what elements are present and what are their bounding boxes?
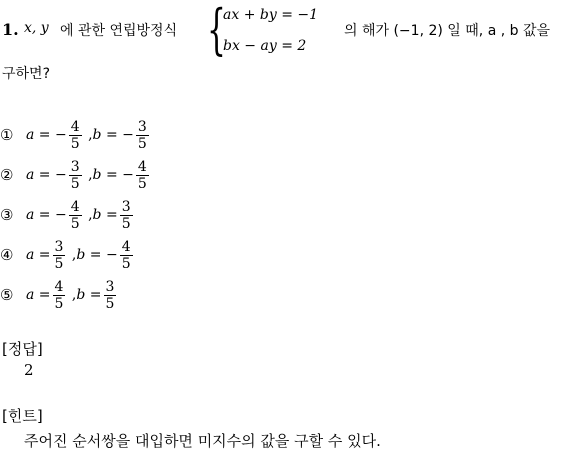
variable-b: b = − <box>92 127 134 143</box>
option-marker: ⑤ <box>0 286 14 304</box>
fraction <box>120 199 133 232</box>
numerator: 3 <box>121 198 131 215</box>
option-expression <box>26 235 135 275</box>
numerator: 3 <box>54 238 64 255</box>
separator: , <box>67 247 77 263</box>
question-text-line2: 구하면? <box>2 66 51 82</box>
answer-value: 2 <box>24 361 34 379</box>
fraction <box>53 239 66 272</box>
variable-b: b = <box>76 287 102 303</box>
variable-a: a = − <box>26 207 67 223</box>
fraction <box>136 159 149 192</box>
question-variables: x, y <box>24 20 49 36</box>
denominator: 5 <box>70 135 80 152</box>
fraction <box>120 239 133 272</box>
separator: , <box>83 207 93 223</box>
option-marker: ① <box>0 126 14 144</box>
question-text-before: 에 관한 연립방정식 <box>60 23 178 39</box>
option-marker: ③ <box>0 206 14 224</box>
variable-b: b = − <box>92 167 134 183</box>
numerator: 4 <box>54 278 64 295</box>
question-text-after: 의 해가 (−1, 2) 일 때, a , b 값을 <box>344 23 551 39</box>
numerator: 4 <box>137 158 147 175</box>
denominator: 5 <box>105 295 115 312</box>
numerator: 4 <box>70 198 80 215</box>
answer-label: [정답] <box>2 340 43 358</box>
fraction <box>53 279 66 312</box>
fraction <box>69 159 82 192</box>
numerator: 4 <box>121 238 131 255</box>
question-number: 1. <box>2 20 19 39</box>
option-expression <box>26 275 118 315</box>
denominator: 5 <box>121 215 131 232</box>
numerator: 3 <box>137 118 147 135</box>
option-expression <box>26 155 151 195</box>
equation-1: ax + by = −1 <box>223 7 319 23</box>
numerator: 4 <box>70 118 80 135</box>
hint-label: [힌트] <box>2 407 43 425</box>
hint-text: 주어진 순서쌍을 대입하면 미지수의 값을 구할 수 있다. <box>24 432 381 450</box>
denominator: 5 <box>54 255 64 272</box>
separator: , <box>83 127 93 143</box>
system-brace: { <box>207 0 226 61</box>
option-marker: ② <box>0 166 14 184</box>
separator: , <box>67 287 77 303</box>
separator: , <box>83 167 93 183</box>
option-expression <box>26 195 135 235</box>
numerator: 3 <box>70 158 80 175</box>
variable-a: a = − <box>26 167 67 183</box>
denominator: 5 <box>137 175 147 192</box>
variable-b: b = <box>92 207 118 223</box>
option-expression <box>26 115 151 155</box>
denominator: 5 <box>70 175 80 192</box>
denominator: 5 <box>54 295 64 312</box>
variable-a: a = − <box>26 127 67 143</box>
denominator: 5 <box>121 255 131 272</box>
fraction <box>69 199 82 232</box>
numerator: 3 <box>105 278 115 295</box>
fraction <box>104 279 117 312</box>
fraction <box>69 119 82 152</box>
equation-2: bx − ay = 2 <box>223 38 307 54</box>
option-marker: ④ <box>0 246 14 264</box>
denominator: 5 <box>137 135 147 152</box>
fraction <box>136 119 149 152</box>
variable-a: a = <box>26 247 51 263</box>
variable-a: a = <box>26 287 51 303</box>
denominator: 5 <box>70 215 80 232</box>
variable-b: b = − <box>76 247 118 263</box>
